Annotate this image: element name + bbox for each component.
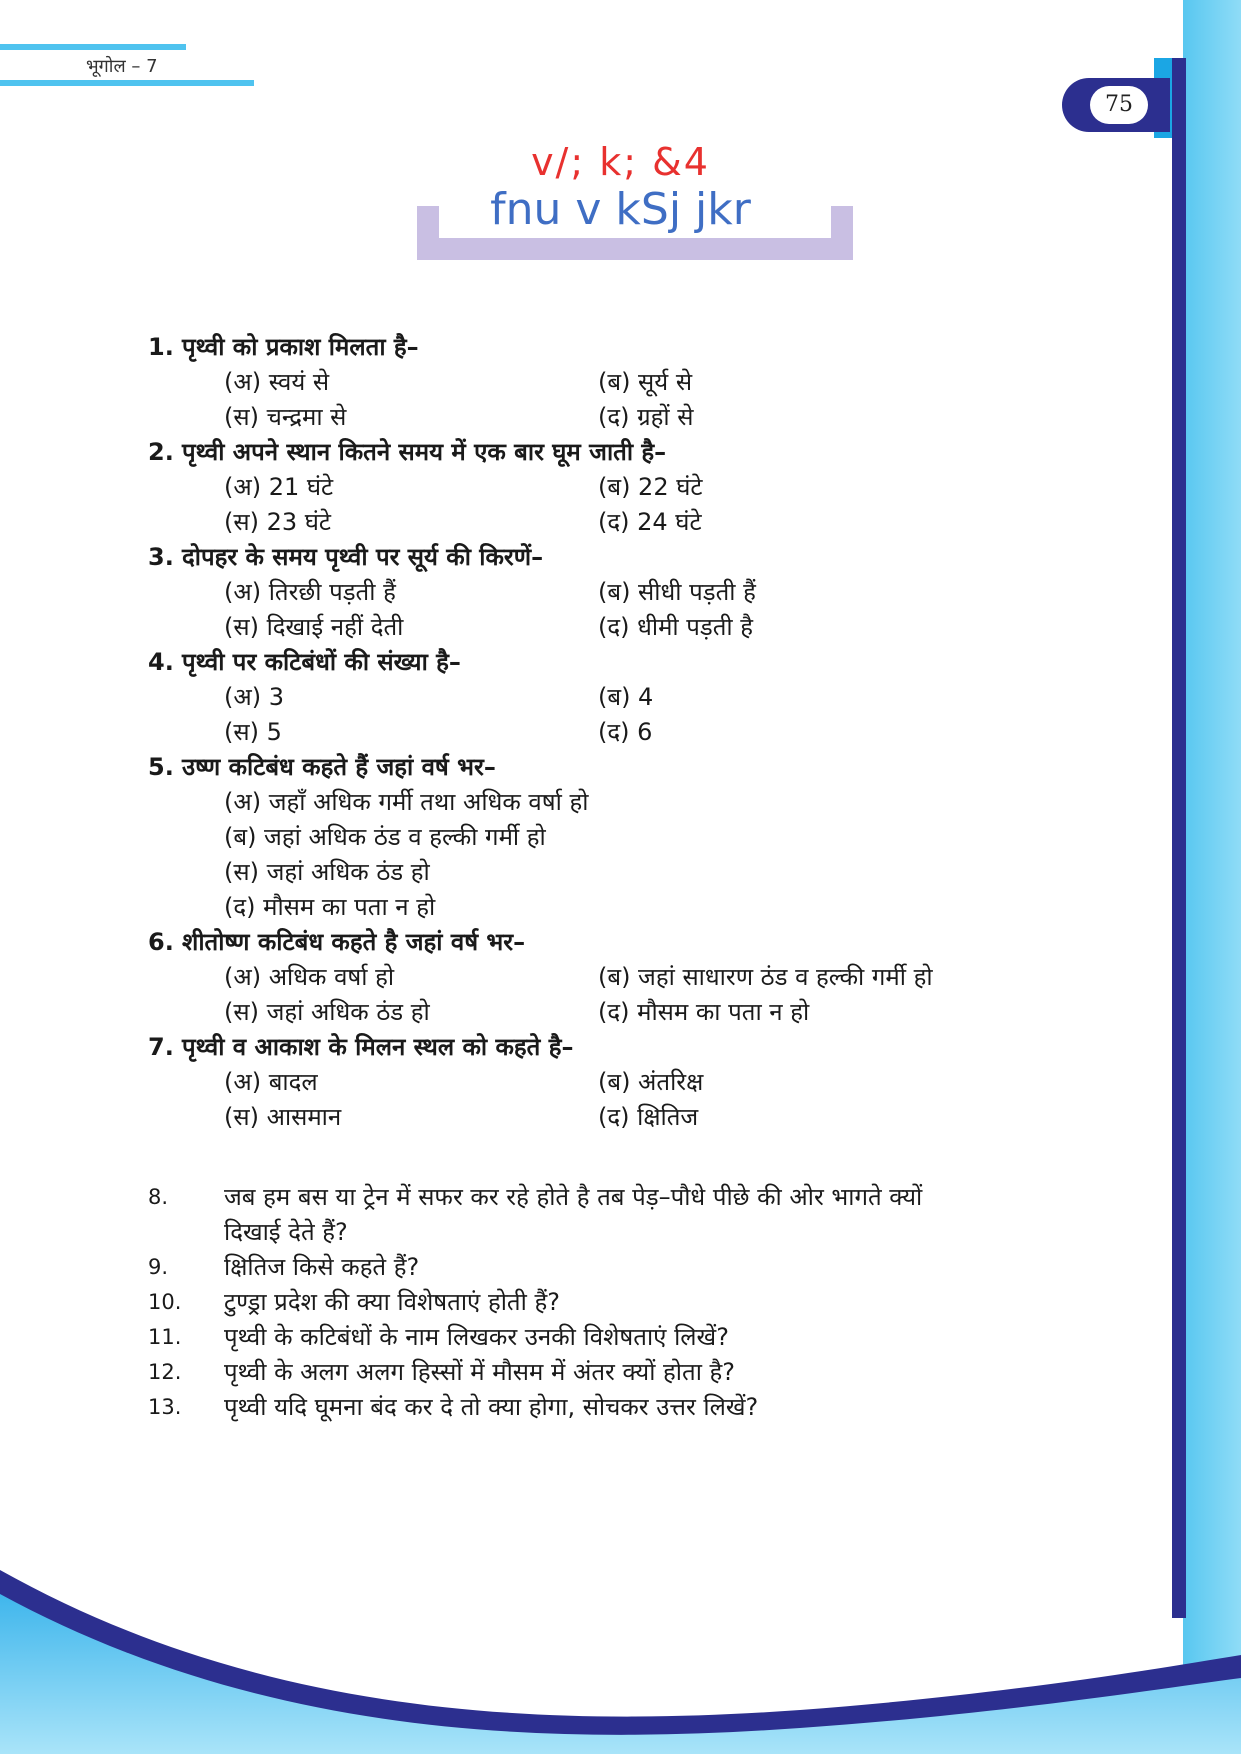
option: (स) आसमान — [224, 1103, 342, 1131]
option-row — [148, 365, 1128, 400]
ribbon-stripe — [1172, 58, 1186, 1618]
open-question-list — [148, 1180, 1128, 1425]
option: (द) 24 घंटे — [598, 508, 702, 536]
question-text: पृथ्वी अपने स्थान कितने समय में एक बार घूम जाती है– — [182, 438, 667, 466]
option: (ब) अंतरिक्ष — [598, 1068, 704, 1096]
option: (द) मौसम का पता न हो — [224, 893, 436, 921]
question — [148, 540, 1128, 575]
question — [148, 925, 1128, 960]
open-question — [148, 1250, 1128, 1285]
open-question-text: पृथ्वी यदि घूमना बंद कर दे तो क्या होगा, सोचकर उत्तर लिखें? — [224, 1393, 759, 1421]
option-row — [148, 995, 1128, 1030]
option: (अ) स्वयं से — [224, 368, 330, 396]
option-row — [148, 820, 1128, 855]
open-question-text: पृथ्वी के कटिबंधों के नाम लिखकर उनकी विशेषताएं लिखें? — [224, 1323, 729, 1351]
option-group — [148, 575, 1128, 645]
question-text: उष्ण कटिबंध कहते हैं जहां वर्ष भर– — [182, 753, 496, 781]
question — [148, 750, 1128, 785]
question-number: 6. — [148, 928, 174, 956]
option-row — [148, 610, 1128, 645]
option-row — [148, 1065, 1128, 1100]
option: (अ) 3 — [224, 683, 284, 711]
option-group — [148, 1065, 1128, 1135]
question-number: 2. — [148, 438, 174, 466]
open-question-number: 9. — [148, 1255, 169, 1279]
question-number: 4. — [148, 648, 174, 676]
header-subject-label: भूगोल – 7 — [86, 56, 158, 77]
question-number: 7. — [148, 1033, 174, 1061]
option-row — [148, 890, 1128, 925]
question-number: 1. — [148, 333, 174, 361]
option-row — [148, 785, 1128, 820]
option: (ब) 4 — [598, 683, 654, 711]
option-row — [148, 715, 1128, 750]
question-text: पृथ्वी को प्रकाश मिलता है– — [182, 333, 419, 361]
option: (स) जहां अधिक ठंड हो — [224, 998, 430, 1026]
option-row — [148, 575, 1128, 610]
option: (स) 23 घंटे — [224, 508, 332, 536]
option: (द) मौसम का पता न हो — [598, 998, 810, 1026]
option: (ब) सूर्य से — [598, 368, 693, 396]
open-question — [148, 1285, 1128, 1320]
option-row — [148, 505, 1128, 540]
option-group — [148, 680, 1128, 750]
option: (स) 5 — [224, 718, 282, 746]
option-row — [148, 470, 1128, 505]
option: (अ) बादल — [224, 1068, 318, 1096]
open-question-number: 8. — [148, 1185, 169, 1209]
option: (स) दिखाई नहीं देती — [224, 613, 404, 641]
open-question — [148, 1180, 1128, 1250]
option-row — [148, 855, 1128, 890]
bottom-wave-decoration — [0, 1560, 1241, 1754]
question — [148, 330, 1128, 365]
option-row — [148, 960, 1128, 995]
page-number: 75 — [1090, 86, 1148, 124]
option-row — [148, 680, 1128, 715]
question-text: पृथ्वी व आकाश के मिलन स्थल को कहते है– — [182, 1033, 574, 1061]
question-text: शीतोष्ण कटिबंध कहते है जहां वर्ष भर– — [182, 928, 526, 956]
question-number: 3. — [148, 543, 174, 571]
option: (स) चन्द्रमा से — [224, 403, 347, 431]
open-question-number: 12. — [148, 1360, 182, 1384]
open-question — [148, 1390, 1128, 1425]
open-question-text: टुण्ड्रा प्रदेश की क्या विशेषताएं होती हैं? — [224, 1288, 560, 1316]
open-question — [148, 1320, 1128, 1355]
open-question-number: 11. — [148, 1325, 182, 1349]
open-question-number: 10. — [148, 1290, 182, 1314]
option: (ब) जहां साधारण ठंड व हल्की गर्मी हो — [598, 963, 933, 991]
question — [148, 435, 1128, 470]
option-group — [148, 365, 1128, 435]
open-question-text: क्षितिज किसे कहते हैं? — [224, 1253, 420, 1281]
option: (अ) 21 घंटे — [224, 473, 334, 501]
question — [148, 1030, 1128, 1065]
option-row — [148, 1100, 1128, 1135]
question — [148, 645, 1128, 680]
option: (द) ग्रहों से — [598, 403, 694, 431]
question-text: पृथ्वी पर कटिबंधों की संख्या है– — [182, 648, 461, 676]
chapter-label: v/; k; &4 — [531, 140, 710, 184]
option: (ब) 22 घंटे — [598, 473, 703, 501]
option: (ब) जहां अधिक ठंड व हल्की गर्मी हो — [224, 823, 546, 851]
question-text: दोपहर के समय पृथ्वी पर सूर्य की किरणें– — [182, 543, 544, 571]
option-group — [148, 470, 1128, 540]
option: (अ) जहाँ अधिक गर्मी तथा अधिक वर्षा हो — [224, 788, 589, 816]
option: (ब) सीधी पड़ती हैं — [598, 578, 756, 606]
option: (अ) तिरछी पड़ती हैं — [224, 578, 396, 606]
open-question-text: जब हम बस या ट्रेन में सफर कर रहे होते है तब पेड़–पौधे पीछे की ओर भागते क्यों — [224, 1183, 923, 1211]
option-group — [148, 960, 1128, 1030]
header-bar-bottom — [0, 80, 254, 86]
open-question-number: 13. — [148, 1395, 182, 1419]
option: (अ) अधिक वर्षा हो — [224, 963, 395, 991]
option: (द) धीमी पड़ती है — [598, 613, 754, 641]
option-row — [148, 400, 1128, 435]
mcq-list — [148, 330, 1128, 1135]
header-bar-top — [0, 44, 186, 50]
open-question — [148, 1355, 1128, 1390]
option: (द) 6 — [598, 718, 653, 746]
open-question-text: पृथ्वी के अलग अलग हिस्सों में मौसम में अंतर क्यों होता है? — [224, 1358, 736, 1386]
option-group — [148, 785, 1128, 925]
option: (द) क्षितिज — [598, 1103, 699, 1131]
chapter-title: fnu v kSj jkr — [490, 184, 751, 235]
open-question-text: दिखाई देते हैं? — [224, 1218, 348, 1246]
page-edge-ribbon — [1183, 0, 1241, 1754]
question-number: 5. — [148, 753, 174, 781]
option: (स) जहां अधिक ठंड हो — [224, 858, 430, 886]
